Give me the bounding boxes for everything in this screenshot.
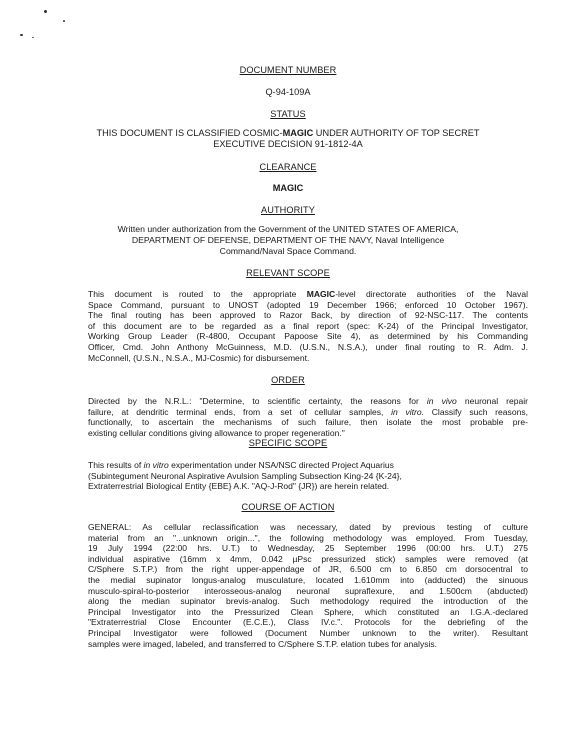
paragraph-line: McConnell, (U.S.N., N.S.A., MJ-Cosmic) for disbursement. [88, 352, 310, 363]
paragraph-line: samples were imaged, labeled, and transferred to C/Sphere S.T.P. elation tubes for analysis. [88, 638, 438, 649]
paragraph-line: functionally, to ascertain the mechanisms of such failure, then isolate the most probable pre- [88, 417, 528, 428]
course-of-action-heading: COURSE OF ACTION [241, 502, 335, 512]
paragraph-line: individual aspirative (16mm x 4mm, 0.042 µPsc pressurized stick) samples were removed (at [88, 553, 528, 564]
paragraph-line: The final routing has been approved to Razor Back, by direction of 92-NSC-117. The contents [88, 310, 528, 321]
paragraph-line: "Extraterrestrial Close Encounter (E.C.E.), Class IV.c.". Protocols for the debriefing of the [88, 617, 528, 628]
paragraph-line: musculo-spiral-to-posterior interosseous-analog neuronal supraflexure, and 1.500cm (abducted) [88, 585, 528, 596]
clearance-heading: CLEARANCE [259, 162, 317, 172]
paragraph-line: 19 July 1994 (22:00 hrs. U.T.) to Wednesday, 25 September 1996 (00:00 hrs. U.T.) 275 [88, 543, 528, 554]
order-heading: ORDER [271, 375, 305, 385]
paragraph-line: Principal Investigator were followed (Document Number unknown to the writer). Resultant [88, 627, 528, 638]
paragraph-line: material from an "...unknown origin...", the following methodology was employed. From Tuesday, [88, 532, 528, 543]
clearance-value: MAGIC [272, 183, 304, 193]
authority-line: Written under authorization from the Government of the UNITED STATES OF AMERICA, [117, 224, 459, 234]
authority-line: DEPARTMENT OF DEFENSE, DEPARTMENT OF THE NAVY, Naval Intelligence [131, 234, 445, 245]
paragraph-line: Extraterrestrial Biological Entity {EBE} A.K. "AQ-J-Rod" {JR}) are herein related. [88, 481, 390, 492]
relevant-scope-paragraph [88, 289, 528, 363]
paragraph-line: the medial supinator longus-analog musculature, located 1.610mm into (adducted) the sinuous [88, 574, 528, 585]
specific-scope-heading: SPECIFIC SCOPE [248, 438, 328, 448]
paragraph-line: C/Sphere S.T.P.) from the right upper-appendage of JR, 6.500 cm to 6.850 cm dorsocentral to [88, 564, 528, 575]
paragraph-line: along the median supinator brevis-analog. Such methodology required the introduction of the [88, 596, 528, 607]
paragraph-line: This document is routed to the appropriate MAGIC-level directorate authorities of the Naval [88, 289, 528, 299]
paragraph-line: This results of in vitro experimentation under NSA/NSC directed Project Aquarius [88, 460, 394, 470]
paragraph-line: Directed by the N.R.L.: "Determine, to scientific certainty, the reasons for in vivo neuronal repair [88, 396, 528, 406]
status-line-1: THIS DOCUMENT IS CLASSIFIED COSMIC-MAGIC UNDER AUTHORITY OF TOP SECRET [96, 128, 480, 138]
status-heading: STATUS [270, 109, 306, 119]
paragraph-line: Principal Investigator into the Pressurized Clean Sphere, which constituted an I.G.A.-declared [88, 606, 528, 617]
paragraph-line: Officer, Cmd. John Anthony McGuinness, M.D. (U.S.N., N.S.A.), under final routing to R. Adm. J. [88, 341, 528, 352]
authority-heading: AUTHORITY [261, 205, 315, 215]
relevant-scope-heading: RELEVANT SCOPE [246, 268, 330, 278]
document-number-heading: DOCUMENT NUMBER [239, 65, 337, 75]
order-paragraph [88, 396, 528, 438]
paragraph-line: existing cellular conditions giving allowance to proper regeneration." [88, 427, 345, 438]
status-line-2: EXECUTIVE DECISION 91-1812-4A [213, 139, 363, 149]
specific-scope-paragraph [88, 460, 528, 492]
authority-line: Command/Naval Space Command. [219, 245, 357, 256]
paragraph-line: Space Command, pursuant to UNOST (adopted 19 December 1966; enforced 10 October 1967). [88, 299, 528, 310]
paragraph-line: of this document are to be regarded as a final report (spec: K-24) of the Principal Investigator, [88, 320, 528, 331]
paragraph-line: Working Group Leader (R-4800, Occupant Papoose Site 4), as determined by his Commanding [88, 331, 528, 342]
document-number-value: Q-94-109A [265, 87, 311, 97]
authority-text [0, 224, 576, 256]
paragraph-line: GENERAL: As cellular reclassification was necessary, dated by previous testing of culture [88, 522, 528, 532]
status-text [0, 128, 576, 150]
paragraph-line: (Subintegument Neuronal Aspirative Avulsion Sampling Subsection King-24 {K-24}, [88, 470, 402, 481]
paragraph-line: failure, at dendritic terminal ends, from a set of cellular samples, in vitro. Classify such reasons, [88, 406, 528, 417]
course-of-action-paragraph [88, 522, 528, 649]
